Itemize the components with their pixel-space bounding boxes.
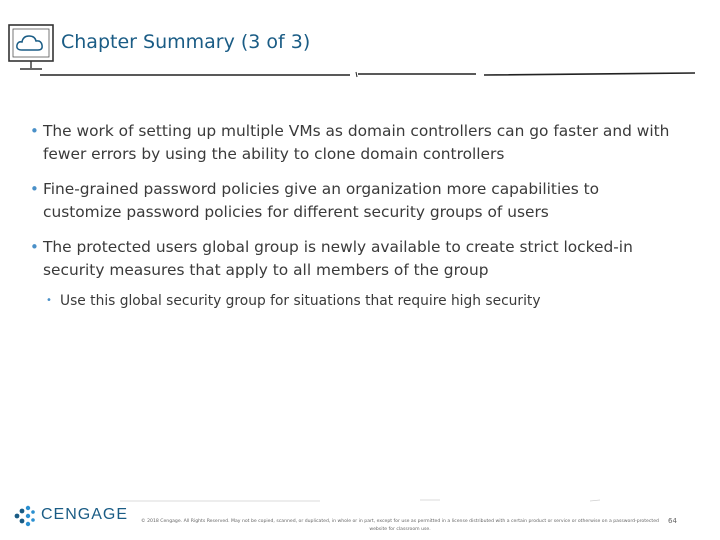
bullet-marker: •: [30, 122, 39, 140]
bullet-item: [32, 120, 682, 166]
title-underline: [40, 66, 700, 80]
cengage-logo-mark-icon: [13, 505, 37, 527]
bullet-item: [32, 236, 682, 282]
bullet-text: Fine-grained password policies give an organization more capabilities to customize password policies for different security groups of users: [43, 180, 600, 221]
bullet-text: The work of setting up multiple VMs as domain controllers can go faster and with fewer errors by using the ability to clone domain controllers: [43, 122, 670, 163]
bullet-item: [32, 178, 682, 224]
sub-bullet-text: Use this global security group for situations that require high security: [60, 293, 541, 309]
footer-divider: [120, 496, 680, 506]
bullet-list: [32, 120, 682, 311]
bullet-marker: •: [30, 238, 39, 256]
page-number: 64: [668, 517, 677, 525]
bullet-text: The protected users global group is newly available to create strict locked-in security measures that apply to all members of the group: [43, 238, 633, 279]
sub-bullet-marker: •: [46, 295, 52, 306]
page-title: Chapter Summary (3 of 3): [61, 31, 311, 53]
cengage-wordmark: CENGAGE: [41, 506, 129, 523]
sub-bullet-item: [32, 291, 682, 311]
copyright-notice: © 2018 Cengage. All Rights Reserved. May not be copied, scanned, or duplicated, in whole or in part, except for use as permitted in a license distributed with a certain product or service or otherwise on a password-protected website for classroom use.: [141, 519, 659, 532]
bullet-marker: •: [30, 180, 39, 198]
